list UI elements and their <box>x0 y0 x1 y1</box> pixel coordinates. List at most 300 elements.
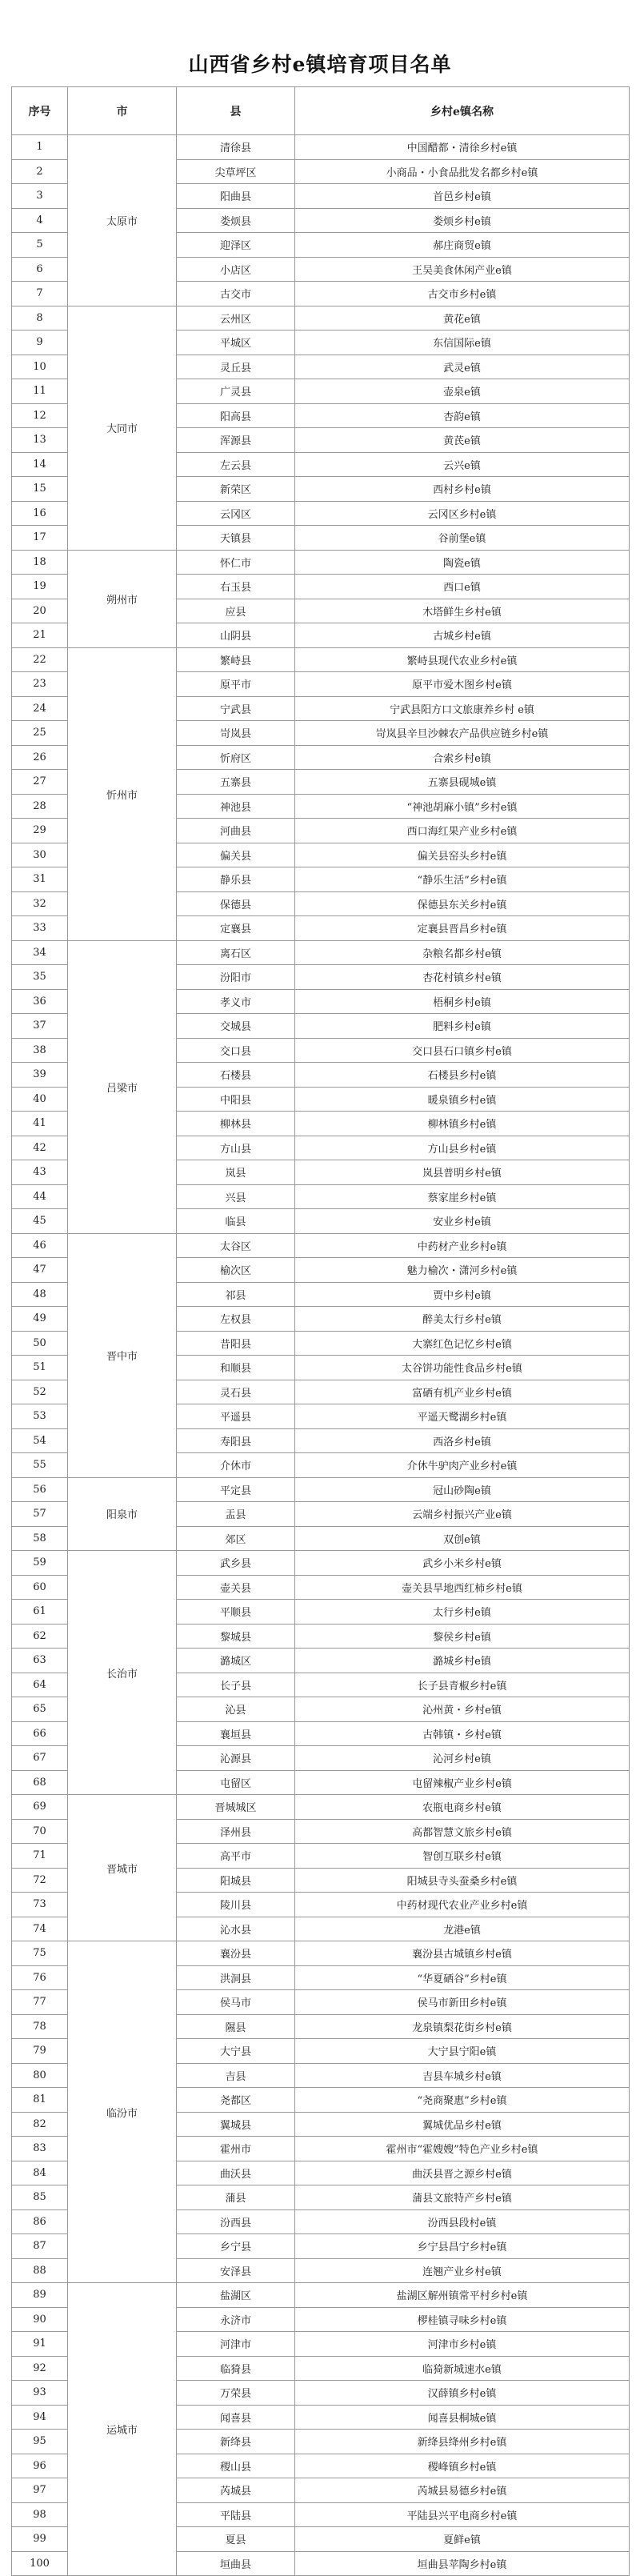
town-name-cell: 河津市乡村e镇 <box>295 2332 630 2357</box>
town-name-cell: 龙泉镇梨花街乡村e镇 <box>295 2014 630 2039</box>
row-index: 1 <box>12 135 68 160</box>
county-cell: 天镇县 <box>177 526 295 551</box>
county-cell: 阳高县 <box>177 403 295 428</box>
row-index: 6 <box>12 257 68 282</box>
row-index: 10 <box>12 355 68 379</box>
county-cell: 郊区 <box>177 1526 295 1551</box>
table-row <box>12 1233 630 1258</box>
county-cell: 万荣县 <box>177 2381 295 2406</box>
town-name-cell: 岚县普明乡村e镇 <box>295 1160 630 1185</box>
town-name-cell: 乡宁县昌宁乡村e镇 <box>295 2234 630 2259</box>
page-title: 山西省乡村e镇培育项目名单 <box>188 53 452 76</box>
county-cell: 静乐县 <box>177 867 295 892</box>
town-name-cell: 壶泉e镇 <box>295 379 630 404</box>
county-cell: 祁县 <box>177 1282 295 1307</box>
city-cell: 晋城市 <box>68 1795 177 1941</box>
town-name-cell: 暖泉镇乡村e镇 <box>295 1087 630 1112</box>
town-name-cell: 介休牛驴肉产业乡村e镇 <box>295 1453 630 1478</box>
row-index: 41 <box>12 1112 68 1136</box>
town-name-cell: 潞城乡村e镇 <box>295 1649 630 1673</box>
town-name-cell: “神池胡麻小镇”乡村e镇 <box>295 794 630 819</box>
row-index: 91 <box>12 2332 68 2357</box>
town-name-cell: 方山县乡村e镇 <box>295 1136 630 1160</box>
row-index: 45 <box>12 1209 68 1234</box>
town-name-cell: 武乡小米乡村e镇 <box>295 1551 630 1576</box>
town-name-cell: 侯马市新田乡村e镇 <box>295 1990 630 2015</box>
county-cell: 石楼县 <box>177 1063 295 1088</box>
county-cell: 古交市 <box>177 282 295 306</box>
county-cell: 浑源县 <box>177 428 295 453</box>
county-cell: 平顺县 <box>177 1600 295 1625</box>
town-name-cell: 智创互联乡村e镇 <box>295 1844 630 1869</box>
row-index: 80 <box>12 2063 68 2088</box>
row-index: 29 <box>12 819 68 843</box>
county-cell: 长子县 <box>177 1673 295 1697</box>
town-name-cell: 梧桐乡村e镇 <box>295 989 630 1014</box>
town-name-cell: 醉美太行乡村e镇 <box>295 1307 630 1332</box>
row-index: 4 <box>12 208 68 233</box>
town-name-cell: 垣曲县苹陶乡村e镇 <box>295 2551 630 2576</box>
county-cell: 五寨县 <box>177 770 295 795</box>
row-index: 86 <box>12 2209 68 2234</box>
county-cell: 屯留区 <box>177 1770 295 1795</box>
town-name-cell: 古韩镇・乡村e镇 <box>295 1721 630 1746</box>
town-name-cell: 富硒有机产业乡村e镇 <box>295 1380 630 1404</box>
county-cell: 左云县 <box>177 452 295 477</box>
county-cell: 左权县 <box>177 1307 295 1332</box>
row-index: 93 <box>12 2381 68 2406</box>
county-cell: 河津市 <box>177 2332 295 2357</box>
town-name-cell: 武灵e镇 <box>295 355 630 379</box>
table-row <box>12 647 630 672</box>
row-index: 49 <box>12 1307 68 1332</box>
town-name-cell: 翼城优品乡村e镇 <box>295 2112 630 2137</box>
town-name-cell: 偏关县窑头乡村e镇 <box>295 843 630 867</box>
county-cell: 新荣区 <box>177 477 295 502</box>
county-cell: 永济市 <box>177 2307 295 2332</box>
row-index: 37 <box>12 1014 68 1039</box>
town-name-cell: 保德县东关乡村e镇 <box>295 891 630 916</box>
town-name-cell: 太行乡村e镇 <box>295 1600 630 1625</box>
row-index: 88 <box>12 2258 68 2283</box>
row-index: 67 <box>12 1746 68 1771</box>
row-index: 11 <box>12 379 68 404</box>
town-name-cell: 壶关县旱地西红柿乡村e镇 <box>295 1575 630 1600</box>
row-index: 14 <box>12 452 68 477</box>
town-name-cell: 连翘产业乡村e镇 <box>295 2258 630 2283</box>
row-index: 61 <box>12 1600 68 1625</box>
town-name-cell: 杂粮名都乡村e镇 <box>295 940 630 965</box>
town-name-cell: 中药材产业乡村e镇 <box>295 1233 630 1258</box>
city-cell: 临汾市 <box>68 1941 177 2283</box>
town-name-cell: 芮城县易德乡村e镇 <box>295 2478 630 2503</box>
city-cell: 大同市 <box>68 306 177 550</box>
county-cell: 汾西县 <box>177 2209 295 2234</box>
row-index: 23 <box>12 672 68 697</box>
county-cell: 广灵县 <box>177 379 295 404</box>
town-name-cell: 古交市乡村e镇 <box>295 282 630 306</box>
row-index: 94 <box>12 2405 68 2430</box>
town-name-cell: 合索乡村e镇 <box>295 745 630 770</box>
row-index: 74 <box>12 1917 68 1941</box>
county-cell: 忻府区 <box>177 745 295 770</box>
county-cell: 稷山县 <box>177 2454 295 2478</box>
county-cell: 交口县 <box>177 1038 295 1063</box>
county-cell: 迎泽区 <box>177 233 295 258</box>
town-name-cell: 西村乡村e镇 <box>295 477 630 502</box>
table-body <box>12 135 630 2576</box>
county-cell: 娄烦县 <box>177 208 295 233</box>
county-cell: 沁水县 <box>177 1917 295 1941</box>
row-index: 52 <box>12 1380 68 1404</box>
town-name-cell: 杏韵e镇 <box>295 403 630 428</box>
town-name-cell: 云端乡村振兴产业e镇 <box>295 1502 630 1527</box>
table-header-row <box>12 87 630 135</box>
county-cell: 陵川县 <box>177 1893 295 1917</box>
town-name-cell: 小商品・小食品批发名都乡村e镇 <box>295 159 630 184</box>
row-index: 18 <box>12 550 68 575</box>
row-index: 55 <box>12 1453 68 1478</box>
row-index: 70 <box>12 1819 68 1844</box>
county-cell: 盐湖区 <box>177 2283 295 2308</box>
town-name-cell: 太谷饼功能性食品乡村e镇 <box>295 1356 630 1380</box>
row-index: 100 <box>12 2551 68 2576</box>
town-name-cell: 肥料乡村e镇 <box>295 1014 630 1039</box>
town-name-cell: 蒲县文旅特产乡村e镇 <box>295 2185 630 2210</box>
town-name-cell: “华夏硒谷”乡村e镇 <box>295 1965 630 1990</box>
row-index: 84 <box>12 2161 68 2185</box>
row-index: 59 <box>12 1551 68 1576</box>
county-cell: 尖草坪区 <box>177 159 295 184</box>
county-cell: 汾阳市 <box>177 965 295 990</box>
town-name-cell: 霍州市“霍嫂嫂”特色产业乡村e镇 <box>295 2137 630 2161</box>
table-row <box>12 1795 630 1820</box>
row-index: 77 <box>12 1990 68 2015</box>
row-index: 28 <box>12 794 68 819</box>
table-row <box>12 135 630 160</box>
county-cell: 吉县 <box>177 2063 295 2088</box>
town-name-cell: 稷峰镇乡村e镇 <box>295 2454 630 2478</box>
county-cell: 云州区 <box>177 306 295 331</box>
town-name-cell: 繁峙县现代农业乡村e镇 <box>295 647 630 672</box>
town-name-cell: 屯留辣椒产业乡村e镇 <box>295 1770 630 1795</box>
row-index: 62 <box>12 1624 68 1649</box>
row-index: 36 <box>12 989 68 1014</box>
town-name-cell: 陶瓷e镇 <box>295 550 630 575</box>
row-index: 82 <box>12 2112 68 2137</box>
row-index: 64 <box>12 1673 68 1697</box>
town-name-cell: 临猗新城速水e镇 <box>295 2356 630 2381</box>
town-name-cell: 冠山砂陶e镇 <box>295 1477 630 1502</box>
row-index: 43 <box>12 1160 68 1185</box>
town-name-cell: 椤桂镇寻味乡村e镇 <box>295 2307 630 2332</box>
row-index: 72 <box>12 1868 68 1893</box>
town-name-cell: 盐湖区解州镇常平村乡村e镇 <box>295 2283 630 2308</box>
town-name-cell: 双创e镇 <box>295 1526 630 1551</box>
town-name-cell: 吉县车城乡村e镇 <box>295 2063 630 2088</box>
row-index: 85 <box>12 2185 68 2210</box>
table-row <box>12 940 630 965</box>
row-index: 78 <box>12 2014 68 2039</box>
row-index: 75 <box>12 1941 68 1966</box>
county-cell: 灵石县 <box>177 1380 295 1404</box>
row-index: 19 <box>12 575 68 599</box>
county-cell: 高平市 <box>177 1844 295 1869</box>
row-index: 90 <box>12 2307 68 2332</box>
row-index: 16 <box>12 501 68 526</box>
county-cell: 临猗县 <box>177 2356 295 2381</box>
county-cell: 昔阳县 <box>177 1331 295 1356</box>
town-name-cell: 蔡家崖乡村e镇 <box>295 1184 630 1209</box>
table-row <box>12 1477 630 1502</box>
town-name-cell: 沁河乡村e镇 <box>295 1746 630 1771</box>
county-cell: 尧都区 <box>177 2088 295 2113</box>
county-cell: 保德县 <box>177 891 295 916</box>
county-cell: 方山县 <box>177 1136 295 1160</box>
county-cell: 安泽县 <box>177 2258 295 2283</box>
county-cell: 临县 <box>177 1209 295 1234</box>
row-index: 17 <box>12 526 68 551</box>
row-index: 50 <box>12 1331 68 1356</box>
town-name-cell: 定襄县晋昌乡村e镇 <box>295 916 630 941</box>
city-cell: 长治市 <box>68 1551 177 1795</box>
town-name-cell: 云兴e镇 <box>295 452 630 477</box>
row-index: 81 <box>12 2088 68 2113</box>
county-cell: 芮城县 <box>177 2478 295 2503</box>
county-cell: 太谷区 <box>177 1233 295 1258</box>
row-index: 5 <box>12 233 68 258</box>
row-index: 66 <box>12 1721 68 1746</box>
town-name-cell: 大寨红色记忆乡村e镇 <box>295 1331 630 1356</box>
town-name-cell: 古城乡村e镇 <box>295 623 630 648</box>
row-index: 32 <box>12 891 68 916</box>
county-cell: 大宁县 <box>177 2039 295 2064</box>
town-name-cell: 安业乡村e镇 <box>295 1209 630 1234</box>
row-index: 96 <box>12 2454 68 2478</box>
county-cell: 兴县 <box>177 1184 295 1209</box>
town-name-cell: 中国醋都・清徐乡村e镇 <box>295 135 630 160</box>
row-index: 65 <box>12 1697 68 1722</box>
town-name-cell: 娄烦乡村e镇 <box>295 208 630 233</box>
town-name-cell: 木塔鲜生乡村e镇 <box>295 599 630 623</box>
county-cell: 阳城县 <box>177 1868 295 1893</box>
town-name-cell: 西口海红果产业乡村e镇 <box>295 819 630 843</box>
county-cell: 和顺县 <box>177 1356 295 1380</box>
county-cell: 偏关县 <box>177 843 295 867</box>
table-row <box>12 1941 630 1966</box>
county-cell: 泽州县 <box>177 1819 295 1844</box>
town-name-cell: 西口e镇 <box>295 575 630 599</box>
table-row <box>12 306 630 331</box>
town-name-cell: 平陆县兴平电商乡村e镇 <box>295 2502 630 2527</box>
county-cell: 原平市 <box>177 672 295 697</box>
county-cell: 榆次区 <box>177 1258 295 1283</box>
row-index: 57 <box>12 1502 68 1527</box>
county-cell: 平遥县 <box>177 1404 295 1429</box>
row-index: 22 <box>12 647 68 672</box>
row-index: 51 <box>12 1356 68 1380</box>
header-index: 序号 <box>12 87 68 135</box>
county-cell: 平陆县 <box>177 2502 295 2527</box>
county-cell: 霍州市 <box>177 2137 295 2161</box>
county-cell: 山阴县 <box>177 623 295 648</box>
header-county: 县 <box>177 87 295 135</box>
row-index: 73 <box>12 1893 68 1917</box>
county-cell: 壶关县 <box>177 1575 295 1600</box>
header-city: 市 <box>68 87 177 135</box>
town-name-cell: 宁武县阳方口文旅康养乡村 e镇 <box>295 696 630 721</box>
county-cell: 乡宁县 <box>177 2234 295 2259</box>
county-cell: 隰县 <box>177 2014 295 2039</box>
row-index: 99 <box>12 2527 68 2552</box>
row-index: 24 <box>12 696 68 721</box>
city-cell: 太原市 <box>68 135 177 306</box>
town-name-cell: 岢岚县辛旦沙棘农产品供应链乡村e镇 <box>295 721 630 746</box>
town-name-cell: 高都智慧文旅乡村e镇 <box>295 1819 630 1844</box>
town-name-cell: 云冈区乡村e镇 <box>295 501 630 526</box>
row-index: 54 <box>12 1428 68 1453</box>
row-index: 47 <box>12 1258 68 1283</box>
row-index: 44 <box>12 1184 68 1209</box>
table-row <box>12 1551 630 1576</box>
town-name-cell: 平遥天鹭湖乡村e镇 <box>295 1404 630 1429</box>
row-index: 13 <box>12 428 68 453</box>
row-index: 71 <box>12 1844 68 1869</box>
county-cell: 宁武县 <box>177 696 295 721</box>
row-index: 27 <box>12 770 68 795</box>
county-cell: 闻喜县 <box>177 2405 295 2430</box>
county-cell: 武乡县 <box>177 1551 295 1576</box>
county-cell: 岢岚县 <box>177 721 295 746</box>
row-index: 89 <box>12 2283 68 2308</box>
row-index: 46 <box>12 1233 68 1258</box>
county-cell: 繁峙县 <box>177 647 295 672</box>
row-index: 25 <box>12 721 68 746</box>
county-cell: 神池县 <box>177 794 295 819</box>
county-cell: 沁县 <box>177 1697 295 1722</box>
row-index: 9 <box>12 331 68 355</box>
project-list-table <box>11 86 630 2576</box>
town-name-cell: 夏鲜e镇 <box>295 2527 630 2552</box>
county-cell: 清徐县 <box>177 135 295 160</box>
town-name-cell: 黄芪e镇 <box>295 428 630 453</box>
county-cell: 襄垣县 <box>177 1721 295 1746</box>
town-name-cell: 魅力榆次・潇河乡村e镇 <box>295 1258 630 1283</box>
row-index: 20 <box>12 599 68 623</box>
county-cell: 离石区 <box>177 940 295 965</box>
town-name-cell: 东信国际e镇 <box>295 331 630 355</box>
row-index: 31 <box>12 867 68 892</box>
row-index: 76 <box>12 1965 68 1990</box>
town-name-cell: 西洛乡村e镇 <box>295 1428 630 1453</box>
row-index: 40 <box>12 1087 68 1112</box>
row-index: 33 <box>12 916 68 941</box>
town-name-cell: 郝庄商贸e镇 <box>295 233 630 258</box>
county-cell: 蒲县 <box>177 2185 295 2210</box>
county-cell: 怀仁市 <box>177 550 295 575</box>
row-index: 48 <box>12 1282 68 1307</box>
row-index: 30 <box>12 843 68 867</box>
row-index: 63 <box>12 1649 68 1673</box>
county-cell: 阳曲县 <box>177 184 295 209</box>
county-cell: 新绛县 <box>177 2430 295 2454</box>
town-name-cell: 曲沃县晋之源乡村e镇 <box>295 2161 630 2185</box>
row-index: 39 <box>12 1063 68 1088</box>
county-cell: 河曲县 <box>177 819 295 843</box>
county-cell: 侯马市 <box>177 1990 295 2015</box>
row-index: 7 <box>12 282 68 306</box>
city-cell: 忻州市 <box>68 647 177 940</box>
row-index: 26 <box>12 745 68 770</box>
county-cell: 云冈区 <box>177 501 295 526</box>
county-cell: 沁源县 <box>177 1746 295 1771</box>
county-cell: 孝义市 <box>177 989 295 1014</box>
city-cell: 朔州市 <box>68 550 177 647</box>
town-name-cell: 龙港e镇 <box>295 1917 630 1941</box>
county-cell: 平定县 <box>177 1477 295 1502</box>
county-cell: 柳林县 <box>177 1112 295 1136</box>
town-name-cell: 大宁县宁阳e镇 <box>295 2039 630 2064</box>
county-cell: 平城区 <box>177 331 295 355</box>
county-cell: 黎城县 <box>177 1624 295 1649</box>
town-name-cell: 闻喜县桐城e镇 <box>295 2405 630 2430</box>
county-cell: 垣曲县 <box>177 2551 295 2576</box>
row-index: 60 <box>12 1575 68 1600</box>
town-name-cell: 沁州黄・乡村e镇 <box>295 1697 630 1722</box>
county-cell: 小店区 <box>177 257 295 282</box>
row-index: 15 <box>12 477 68 502</box>
town-name-cell: 王吴美食休闲产业e镇 <box>295 257 630 282</box>
row-index: 87 <box>12 2234 68 2259</box>
row-index: 2 <box>12 159 68 184</box>
row-index: 12 <box>12 403 68 428</box>
town-name-cell: 交口县石口镇乡村e镇 <box>295 1038 630 1063</box>
county-cell: 潞城区 <box>177 1649 295 1673</box>
county-cell: 襄汾县 <box>177 1941 295 1966</box>
county-cell: 灵丘县 <box>177 355 295 379</box>
town-name-cell: 襄汾县古城镇乡村e镇 <box>295 1941 630 1966</box>
row-index: 8 <box>12 306 68 331</box>
county-cell: 右玉县 <box>177 575 295 599</box>
town-name-cell: “静乐生活”乡村e镇 <box>295 867 630 892</box>
county-cell: 交城县 <box>177 1014 295 1039</box>
city-cell: 运城市 <box>68 2283 177 2576</box>
row-index: 68 <box>12 1770 68 1795</box>
row-index: 56 <box>12 1477 68 1502</box>
table-row <box>12 550 630 575</box>
city-cell: 吕梁市 <box>68 940 177 1233</box>
town-name-cell: 黄花e镇 <box>295 306 630 331</box>
row-index: 34 <box>12 940 68 965</box>
city-cell: 晋中市 <box>68 1233 177 1477</box>
row-index: 79 <box>12 2039 68 2064</box>
county-cell: 介休市 <box>177 1453 295 1478</box>
county-cell: 曲沃县 <box>177 2161 295 2185</box>
row-index: 42 <box>12 1136 68 1160</box>
town-name-cell: 五寨县砚城e镇 <box>295 770 630 795</box>
town-name-cell: 农瓶电商乡村e镇 <box>295 1795 630 1820</box>
town-name-cell: 黎侯乡村e镇 <box>295 1624 630 1649</box>
row-index: 53 <box>12 1404 68 1429</box>
town-name-cell: 中药材现代农业产业乡村e镇 <box>295 1893 630 1917</box>
county-cell: 洪洞县 <box>177 1965 295 1990</box>
row-index: 83 <box>12 2137 68 2161</box>
county-cell: 晋城城区 <box>177 1795 295 1820</box>
town-name-cell: 长子县青椒乡村e镇 <box>295 1673 630 1697</box>
town-name-cell: 贾中乡村e镇 <box>295 1282 630 1307</box>
town-name-cell: 柳林镇乡村e镇 <box>295 1112 630 1136</box>
table-row <box>12 2283 630 2308</box>
